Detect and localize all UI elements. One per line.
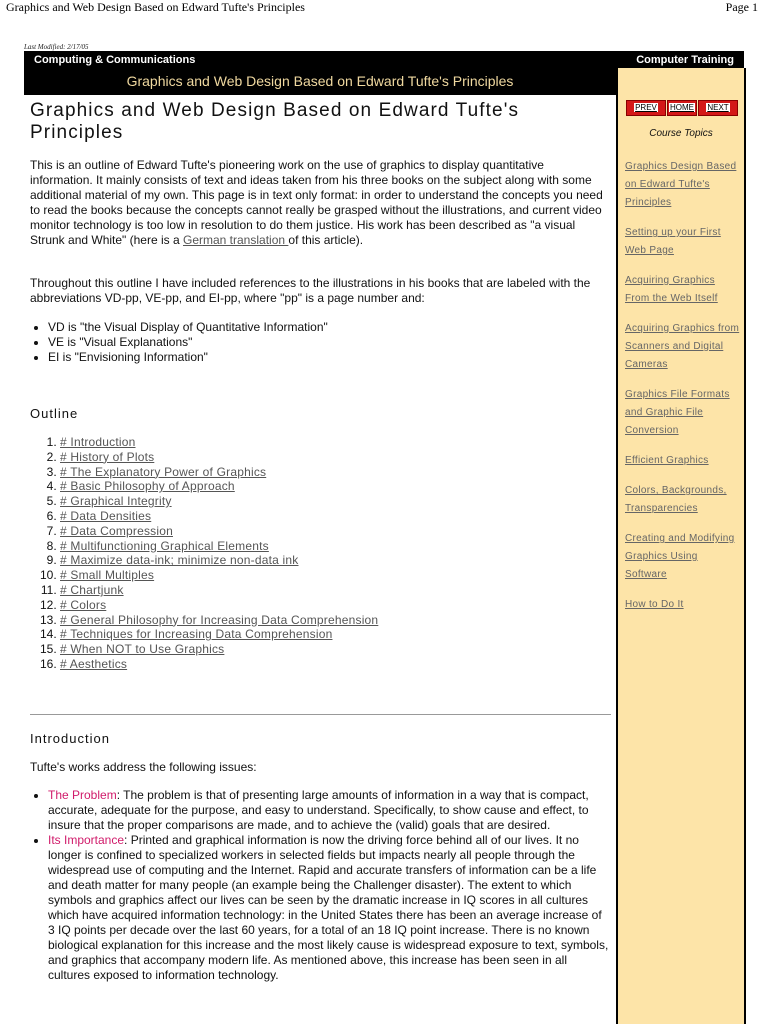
outline-link[interactable]: # When NOT to Use Graphics	[60, 642, 225, 657]
topic-item	[625, 270, 741, 306]
section-divider	[30, 714, 611, 715]
topic-link[interactable]: Creating and Modifying Graphics Using Software	[625, 533, 735, 580]
site-subsection-name: Computer Training	[636, 54, 734, 66]
topic-item	[625, 594, 741, 612]
outline-link[interactable]: # Graphical Integrity	[60, 494, 172, 509]
issues-list	[30, 788, 610, 983]
outline-item	[60, 553, 378, 568]
site-section-name: Computing & Communications	[34, 54, 196, 66]
course-topics-list	[625, 156, 741, 624]
topic-link[interactable]: Graphics File Formats and Graphic File Conversion	[625, 389, 730, 436]
books-list	[30, 320, 328, 365]
topic-item	[625, 450, 741, 468]
outline-link[interactable]: # Techniques for Increasing Data Comprehension	[60, 627, 333, 642]
topic-item	[625, 480, 741, 516]
intro-text-end: of this article).	[288, 233, 364, 247]
topic-item	[625, 528, 741, 582]
topic-link[interactable]: How to Do It	[625, 599, 684, 610]
topic-link[interactable]: Acquiring Graphics From the Web Itself	[625, 275, 718, 304]
outline-link[interactable]: # Maximize data-ink; minimize non-data ink	[60, 553, 299, 568]
topic-link[interactable]: Efficient Graphics	[625, 455, 709, 466]
topic-item	[625, 384, 741, 438]
print-header	[0, 0, 768, 16]
outline-link[interactable]: # Introduction	[60, 435, 136, 449]
home-button[interactable]	[667, 100, 697, 116]
topic-item	[625, 222, 741, 258]
outline-link[interactable]: # General Philosophy for Increasing Data Comprehension	[60, 612, 379, 627]
outline-link[interactable]: # History of Plots	[60, 449, 155, 464]
outline-item	[60, 435, 378, 450]
outline-item	[60, 657, 378, 672]
topic-item	[625, 318, 741, 372]
site-top-bar	[24, 51, 744, 68]
home-label: HOME	[670, 103, 694, 112]
topic-link[interactable]: Graphics Design Based on Edward Tufte's Principles	[625, 161, 737, 208]
outline-link[interactable]: # Multifunctioning Graphical Elements	[60, 538, 269, 553]
next-label: NEXT	[707, 103, 729, 112]
outline-item	[60, 613, 378, 628]
issue-term: Its Importance	[48, 833, 125, 847]
issue-term: The Problem	[48, 788, 117, 802]
outline-item	[60, 465, 378, 480]
outline-link[interactable]: # Chartjunk	[60, 582, 124, 597]
outline-link[interactable]: # Basic Philosophy of Approach	[60, 479, 235, 494]
outline-link[interactable]: # Aesthetics	[60, 656, 128, 671]
topic-link[interactable]: Colors, Backgrounds, Transparencies	[625, 485, 727, 514]
outline-item	[60, 642, 378, 657]
issue-item	[48, 788, 610, 833]
outline-link[interactable]: # The Explanatory Power of Graphics	[60, 464, 267, 479]
page-title-bar: Graphics and Web Design Based on Edward Tufte's Principles	[24, 68, 616, 95]
next-button[interactable]	[698, 100, 738, 116]
outline-link[interactable]: # Data Densities	[60, 508, 152, 523]
outline-item	[60, 568, 378, 583]
last-modified: Last Modified: 2/17/05	[24, 43, 89, 51]
nav-buttons	[626, 100, 738, 116]
topic-item	[625, 156, 741, 210]
issue-item	[48, 833, 610, 983]
book-item: • VE is "Visual Explanations"	[48, 335, 328, 350]
outline-item	[60, 509, 378, 524]
german-translation-link[interactable]: German translation	[183, 233, 289, 247]
introduction-heading: Introduction	[30, 731, 110, 746]
page-heading: Graphics and Web Design Based on Edward Tufte's Principles	[30, 100, 520, 143]
issues-intro: Tufte's works address the following issues:	[30, 760, 257, 774]
outline-link[interactable]: # Colors	[60, 597, 107, 612]
intro-paragraph	[30, 158, 606, 248]
outline-link[interactable]: # Small Multiples	[60, 568, 155, 583]
course-topics-label: Course Topics	[649, 128, 713, 139]
outline-heading: Outline	[30, 406, 79, 421]
prev-button[interactable]	[626, 100, 666, 116]
outline-item	[60, 494, 378, 509]
issue-text: : The problem is that of presenting large amounts of information in a way that is compact, accurate, adequate for the purpose, and easy to understand. Specifically, to show cause and effect, to insure that the proper comparisons are made, and to achieve the (valid) goals that are desired.	[48, 788, 589, 832]
outline-item	[60, 627, 378, 642]
outline-link[interactable]: # Data Compression	[60, 523, 173, 538]
topic-link[interactable]: Acquiring Graphics from Scanners and Digital Cameras	[625, 323, 740, 370]
book-item: • VD is "the Visual Display of Quantitative Information"	[48, 320, 328, 335]
prev-label: PREV	[635, 103, 657, 112]
sidebar	[616, 68, 746, 1024]
outline-list	[30, 435, 378, 672]
topic-link[interactable]: Setting up your First Web Page	[625, 227, 721, 256]
intro-text: This is an outline of Edward Tufte's pioneering work on the use of graphics to display quantitative information. It mainly consists of text and ideas taken from his three books on the subject along with some additional material of my own. This page is in text only format: in order to understand the concepts you need to read the books because the concepts cannot really be grasped without the illustrations, and current video monitor technology is too low in resolution to do them justice. His work has been described as "a visual Strunk and White" (here is a	[30, 158, 603, 247]
book-item: • EI is "Envisioning Information"	[48, 350, 328, 365]
outline-item	[60, 598, 378, 613]
outline-item	[60, 450, 378, 465]
outline-item	[60, 583, 378, 598]
issue-text: : Printed and graphical information is now the driving force behind all of our lives. It no longer is confined to specialized workers in selected fields but impacts nearly all people through the widespread use of computing and the Internet. Rapid and accurate transfers of information can be a life and death matter for many people (an example being the Challenger disaster). The extent to which symbols and graphics affect our lives can be seen by the dramatic increase in IQ scores in all cultures which have acquired information technology: in the United States there has been an average increase of 3 IQ points per decade over the last 60 years, for a total of an 18 IQ point increase. There is no known biological explanation for this increase and the most likely cause is widespread exposure to text, symbols, and graphics that accompany modern life. As mentioned above, this increase has been seen in all cultures exposed to information technology.	[48, 833, 609, 982]
print-header-page-number: Page 1	[725, 0, 758, 14]
print-header-title: Graphics and Web Design Based on Edward Tufte's Principles	[6, 0, 305, 14]
references-paragraph: Throughout this outline I have included references to the illustrations in his books that are labeled with the abbreviations VD-pp, VE-pp, and EI-pp, where "pp" is a page number and:	[30, 276, 591, 305]
outline-item	[60, 524, 378, 539]
outline-item	[60, 539, 378, 554]
main-content	[30, 100, 610, 982]
outline-item	[60, 479, 378, 494]
